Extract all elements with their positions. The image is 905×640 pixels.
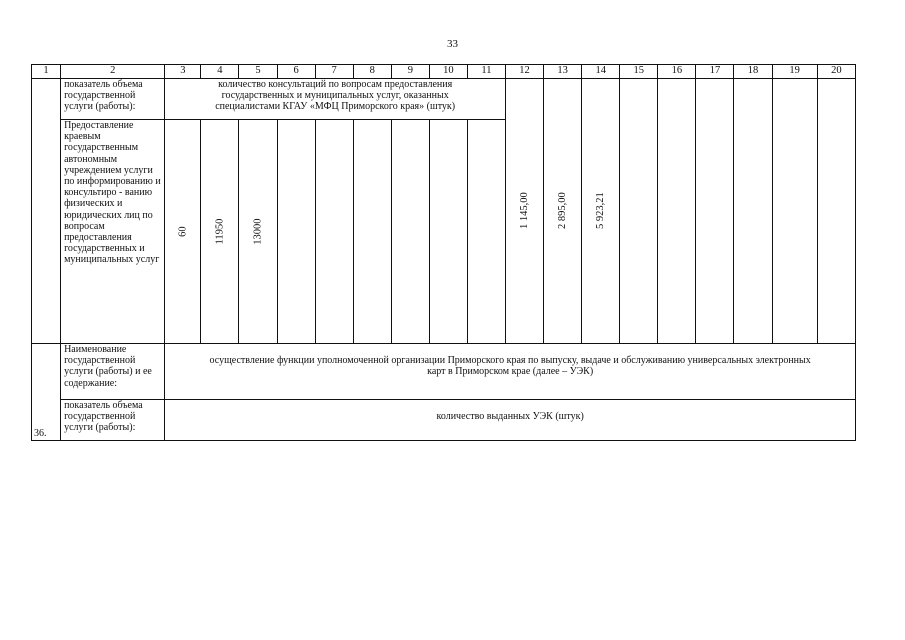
service-col4-cell (201, 120, 239, 344)
empty-cell (315, 120, 353, 344)
service-col12-cell (506, 79, 544, 344)
service-36-name-value-cell (165, 344, 856, 400)
column-number: 16 (658, 65, 696, 79)
service-36-volume-value: количество выданных УЭК (штук) (436, 411, 584, 422)
empty-cell (620, 79, 658, 344)
service-36-name-label: Наименование государственной услуги (работы) и ее содержание: (61, 344, 165, 400)
column-number: 7 (315, 65, 353, 79)
service-label: Предоставление краевым государственным автономным учреждением услуги по информированию и консультиро - ванию физических и юридических лиц по вопросам предоставления государственных и муниципальных услуг (61, 120, 165, 344)
column-number: 14 (582, 65, 620, 79)
service-36-volume-value-cell (165, 400, 856, 441)
volume-indicator-value-cell (165, 79, 506, 120)
empty-cell (817, 79, 855, 344)
service-col13-cell (544, 79, 582, 344)
column-number: 11 (467, 65, 505, 79)
empty-cell (658, 79, 696, 344)
volume-indicator-row (32, 79, 856, 120)
column-number: 13 (544, 65, 582, 79)
service-col12-value: 1 145,00 (518, 192, 530, 230)
service-36-volume-label: показатель объема государственной услуги (работы): (61, 400, 165, 441)
row-number-cell (32, 79, 61, 344)
service-col4-value: 11950 (214, 218, 226, 245)
service-col5-cell (239, 120, 277, 344)
service-col3-cell (165, 120, 201, 344)
empty-cell (353, 120, 391, 344)
row-number-36: 36. (32, 344, 61, 441)
column-number: 3 (165, 65, 201, 79)
empty-cell (429, 120, 467, 344)
column-number: 1 (32, 65, 61, 79)
column-number: 4 (201, 65, 239, 79)
service-36-name-value: осуществление функции уполномоченной организации Приморского края по выпуску, выдаче и обслуживанию универсальных электронных карт в Приморском крае (далее – УЭК) (209, 355, 811, 378)
service-col14-cell (582, 79, 620, 344)
column-number: 18 (734, 65, 772, 79)
column-number: 9 (391, 65, 429, 79)
column-number-row (32, 65, 856, 79)
empty-cell (277, 120, 315, 344)
services-table (31, 64, 856, 441)
empty-cell (467, 120, 505, 344)
column-number: 20 (817, 65, 855, 79)
page-number: 33 (447, 38, 458, 50)
column-number: 5 (239, 65, 277, 79)
column-number: 19 (772, 65, 817, 79)
service-36-volume-row (32, 400, 856, 441)
service-col14-value: 5 923,21 (595, 192, 607, 230)
column-number: 8 (353, 65, 391, 79)
service-col13-value: 2 895,00 (557, 192, 569, 230)
column-number: 2 (61, 65, 165, 79)
volume-indicator-label: показатель объема государственной услуги (работы): (61, 79, 165, 120)
column-number: 10 (429, 65, 467, 79)
column-number: 17 (696, 65, 734, 79)
column-number: 6 (277, 65, 315, 79)
volume-indicator-value: количество консультаций по вопросам предоставления государственных и муниципальных услуг, оказанных специалистами КГАУ «МФЦ Приморского края» (штук) (215, 79, 456, 113)
service-col5-value: 13000 (252, 218, 264, 245)
service-col3-value: 60 (177, 226, 189, 237)
empty-cell (734, 79, 772, 344)
empty-cell (696, 79, 734, 344)
column-number: 15 (620, 65, 658, 79)
column-number: 12 (506, 65, 544, 79)
empty-cell (772, 79, 817, 344)
empty-cell (391, 120, 429, 344)
service-36-name-row (32, 344, 856, 400)
